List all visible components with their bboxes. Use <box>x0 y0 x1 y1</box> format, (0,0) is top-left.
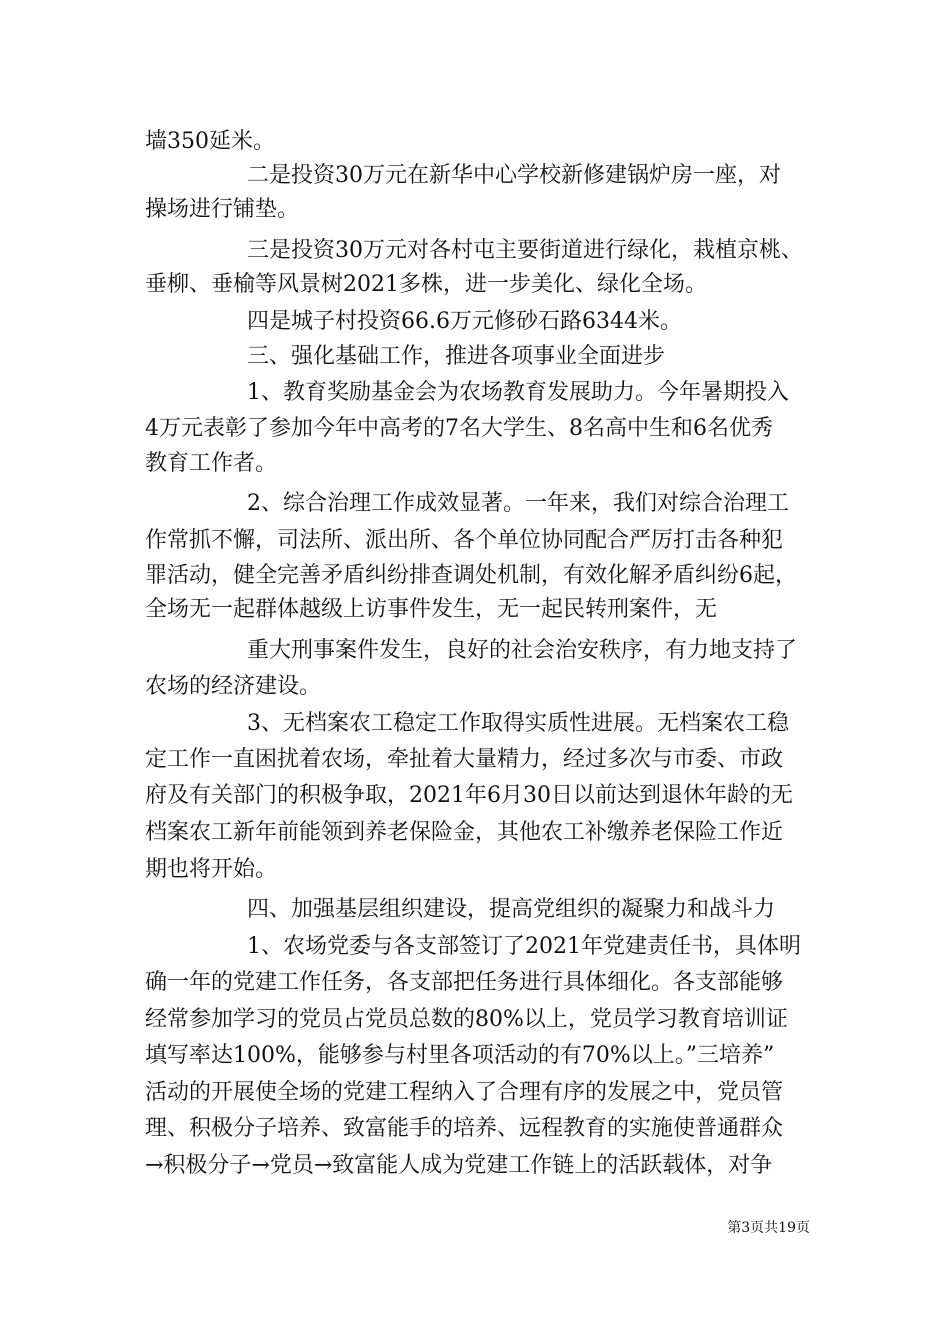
text-line: 理、积极分子培养、致富能手的培养、远程教育的实施使普通群众 <box>145 1116 784 1141</box>
section-heading: 四、加强基层组织建设，提高党组织的凝聚力和战斗力 <box>247 897 776 922</box>
text-line: 1、农场党委与各支部签订了2021年党建责任书，具体明 <box>247 934 801 959</box>
text-line: 四是城子村投资66.6万元修砂石路6344米。 <box>247 309 682 334</box>
text-line: 确一年的党建工作任务，各支部把任务进行具体细化。各支部能够 <box>145 970 784 995</box>
text-line: 1、教育奖励基金会为农场教育发展助力。今年暑期投入 <box>247 380 789 405</box>
text-line: 全场无一起群体越级上访事件发生，无一起民转刑案件，无 <box>145 597 718 622</box>
text-line: 经常参加学习的党员占党员总数的80%以上，党员学习教育培训证 <box>145 1007 788 1032</box>
text-line: 填写率达100%，能够参与村里各项活动的有70%以上。”三培养” <box>145 1043 775 1068</box>
text-line: 活动的开展使全场的党建工程纳入了合理有序的发展之中，党员管 <box>145 1080 784 1105</box>
text-line: 垂柳、垂榆等风景树2021多株，进一步美化、绿化全场。 <box>145 272 707 297</box>
text-line: 4万元表彰了参加今年中高考的7名大学生、8名高中生和6名优秀 <box>145 416 773 441</box>
text-line: 府及有关部门的积极争取，2021年6月30日以前达到退休年龄的无 <box>145 783 793 808</box>
text-line: 重大刑事案件发生，良好的社会治安秩序，有力地支持了 <box>247 638 798 663</box>
text-line: 农场的经济建设。 <box>145 674 322 699</box>
page-number: 第3页共19页 <box>727 1220 810 1236</box>
text-line: 2、综合治理工作成效显著。一年来，我们对综合治理工 <box>247 491 789 516</box>
text-line: 墙350延米。 <box>145 129 275 154</box>
text-line: 三是投资30万元对各村屯主要街道进行绿化，栽植京桃、 <box>247 238 803 263</box>
text-line: →积极分子→党员→致富能人成为党建工作链上的活跃载体，对争 <box>145 1153 773 1178</box>
text-line: 二是投资30万元在新华中心学校新修建锅炉房一座，对 <box>247 163 781 188</box>
text-line: 操场进行铺垫。 <box>145 197 300 222</box>
text-line: 档案农工新年前能领到养老保险金，其他农工补缴养老保险工作近 <box>145 820 784 845</box>
text-line: 期也将开始。 <box>145 857 278 882</box>
text-line: 教育工作者。 <box>145 451 278 476</box>
text-line: 定工作一直困扰着农场，牵扯着大量精力，经过多次与市委、市政 <box>145 747 784 772</box>
text-line: 罪活动，健全完善矛盾纠纷排查调处机制，有效化解矛盾纠纷6起， <box>145 563 797 588</box>
text-line: 作常抓不懈，司法所、派出所、各个单位协同配合严厉打击各种犯 <box>145 528 784 553</box>
section-heading: 三、强化基础工作，推进各项事业全面进步 <box>247 344 666 369</box>
text-line: 3、无档案农工稳定工作取得实质性进展。无档案农工稳 <box>247 711 789 736</box>
